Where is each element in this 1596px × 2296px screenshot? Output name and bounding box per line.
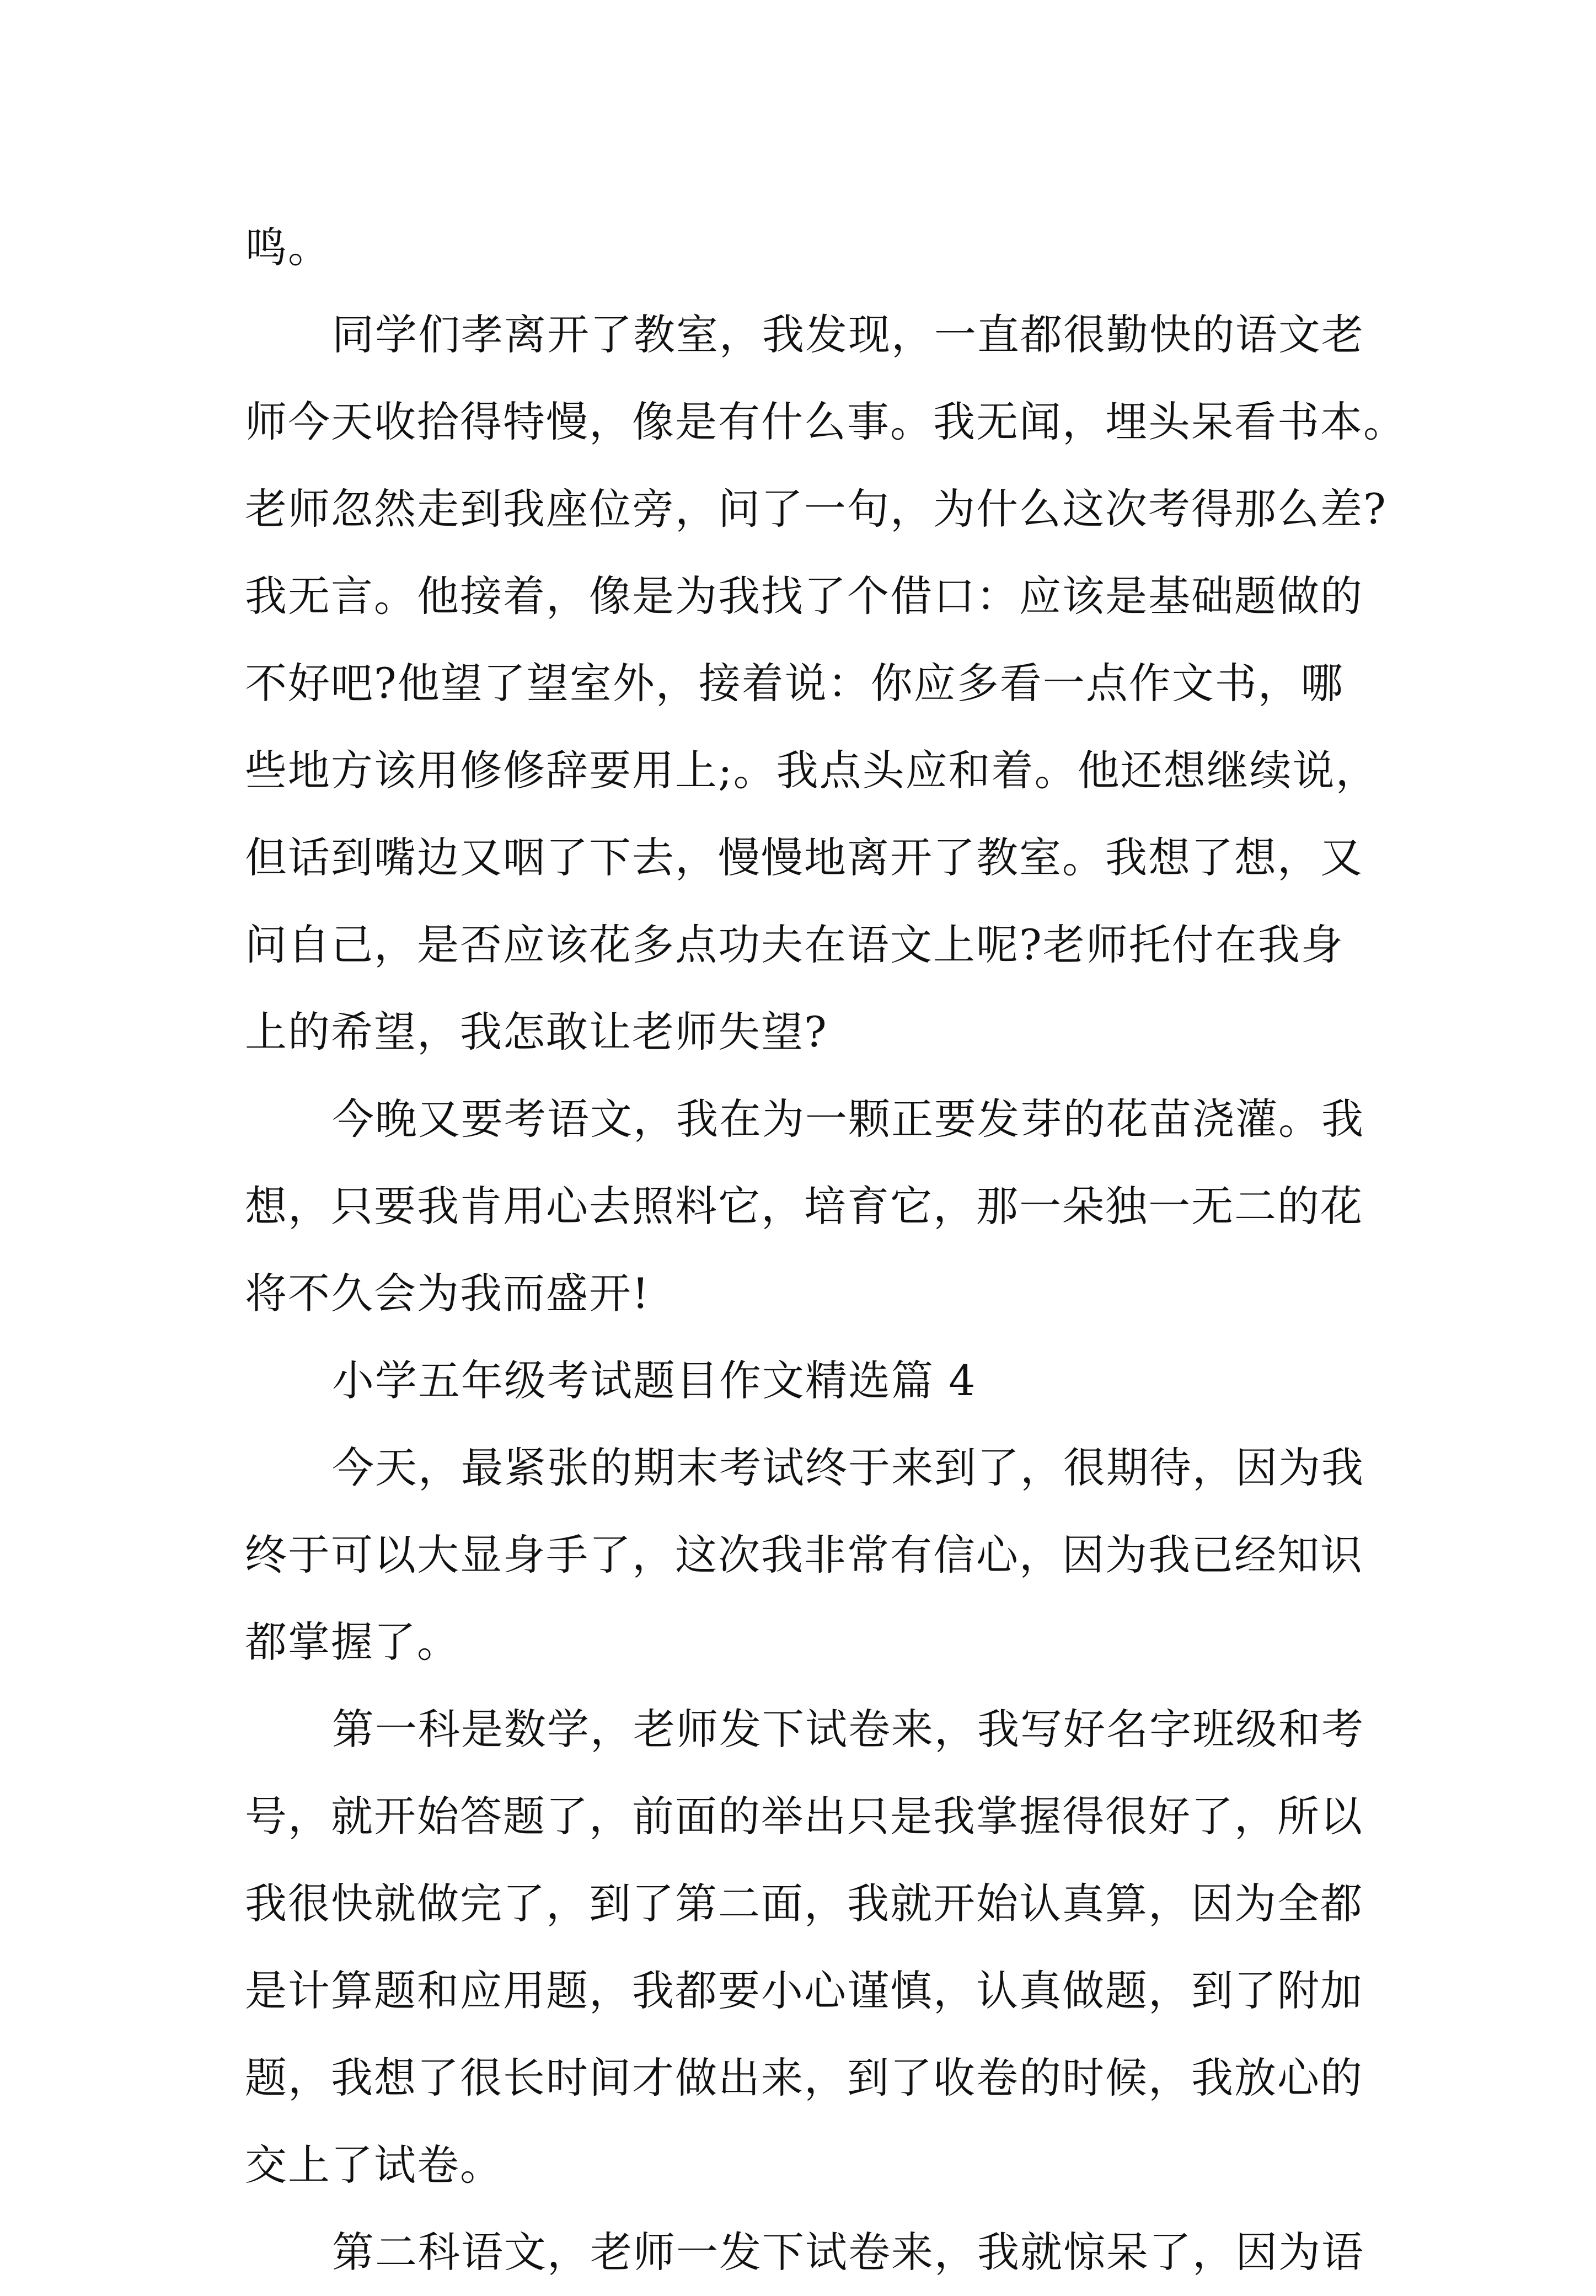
paragraph-first-line: 今天，最紧张的期末考试终于来到了，很期待，因为我 xyxy=(332,1443,1364,1492)
text-line: 上的希望，我怎敢让老师失望? xyxy=(245,1007,828,1056)
paragraph-first-line: 今晚又要考语文，我在为一颗正要发芽的花苗浇灌。我 xyxy=(332,1094,1364,1144)
paragraph-first-line: 第二科语文，老师一发下试卷来，我就惊呆了，因为语 xyxy=(332,2228,1364,2277)
text-line: 是计算题和应用题，我都要小心谨慎，认真做题，到了附加 xyxy=(245,1966,1363,2015)
text-line: 不好吧?他望了望室外，接着说：你应多看一点作文书，哪 xyxy=(245,659,1344,708)
text-line: 我无言。他接着，像是为我找了个借口：应该是基础题做的 xyxy=(245,572,1363,621)
text-line: 些地方该用修修辞要用上;。我点头应和着。他还想继续说， xyxy=(245,746,1379,795)
text-line: 终于可以大显身手了，这次我非常有信心，因为我已经知识 xyxy=(245,1530,1363,1579)
text-line: 问自己，是否应该花多点功夫在语文上呢?老师托付在我身 xyxy=(245,920,1344,969)
text-line: 交上了试卷。 xyxy=(245,2140,503,2190)
text-line: 都掌握了。 xyxy=(245,1617,460,1667)
section-heading: 小学五年级考试题目作文精选篇 4 xyxy=(332,1356,977,1405)
text-line: 号，就开始答题了，前面的举出只是我掌握得很好了，所以 xyxy=(245,1792,1363,1841)
paragraph-first-line: 第一科是数学，老师发下试卷来，我写好名字班级和考 xyxy=(332,1705,1364,1754)
text-line: 但话到嘴边又咽了下去，慢慢地离开了教室。我想了想，又 xyxy=(245,833,1363,882)
paragraph-first-line: 同学们孝离开了教室，我发现，一直都很勤快的语文老 xyxy=(332,310,1364,359)
text-line: 老师忽然走到我座位旁，问了一句，为什么这次考得那么差? xyxy=(245,484,1387,533)
text-line: 想，只要我肯用心去照料它，培育它，那一朵独一无二的花 xyxy=(245,1182,1363,1231)
text-line: 我很快就做完了，到了第二面，我就开始认真算，因为全都 xyxy=(245,1879,1363,1928)
text-line: 题，我想了很长时间才做出来，到了收卷的时候，我放心的 xyxy=(245,2053,1363,2102)
text-line: 师今天收拾得特慢，像是有什么事。我无闻，埋头呆看书本。 xyxy=(245,397,1406,446)
text-line: 将不久会为我而盛开! xyxy=(245,1269,650,1318)
text-line: 鸣。 xyxy=(245,223,331,272)
